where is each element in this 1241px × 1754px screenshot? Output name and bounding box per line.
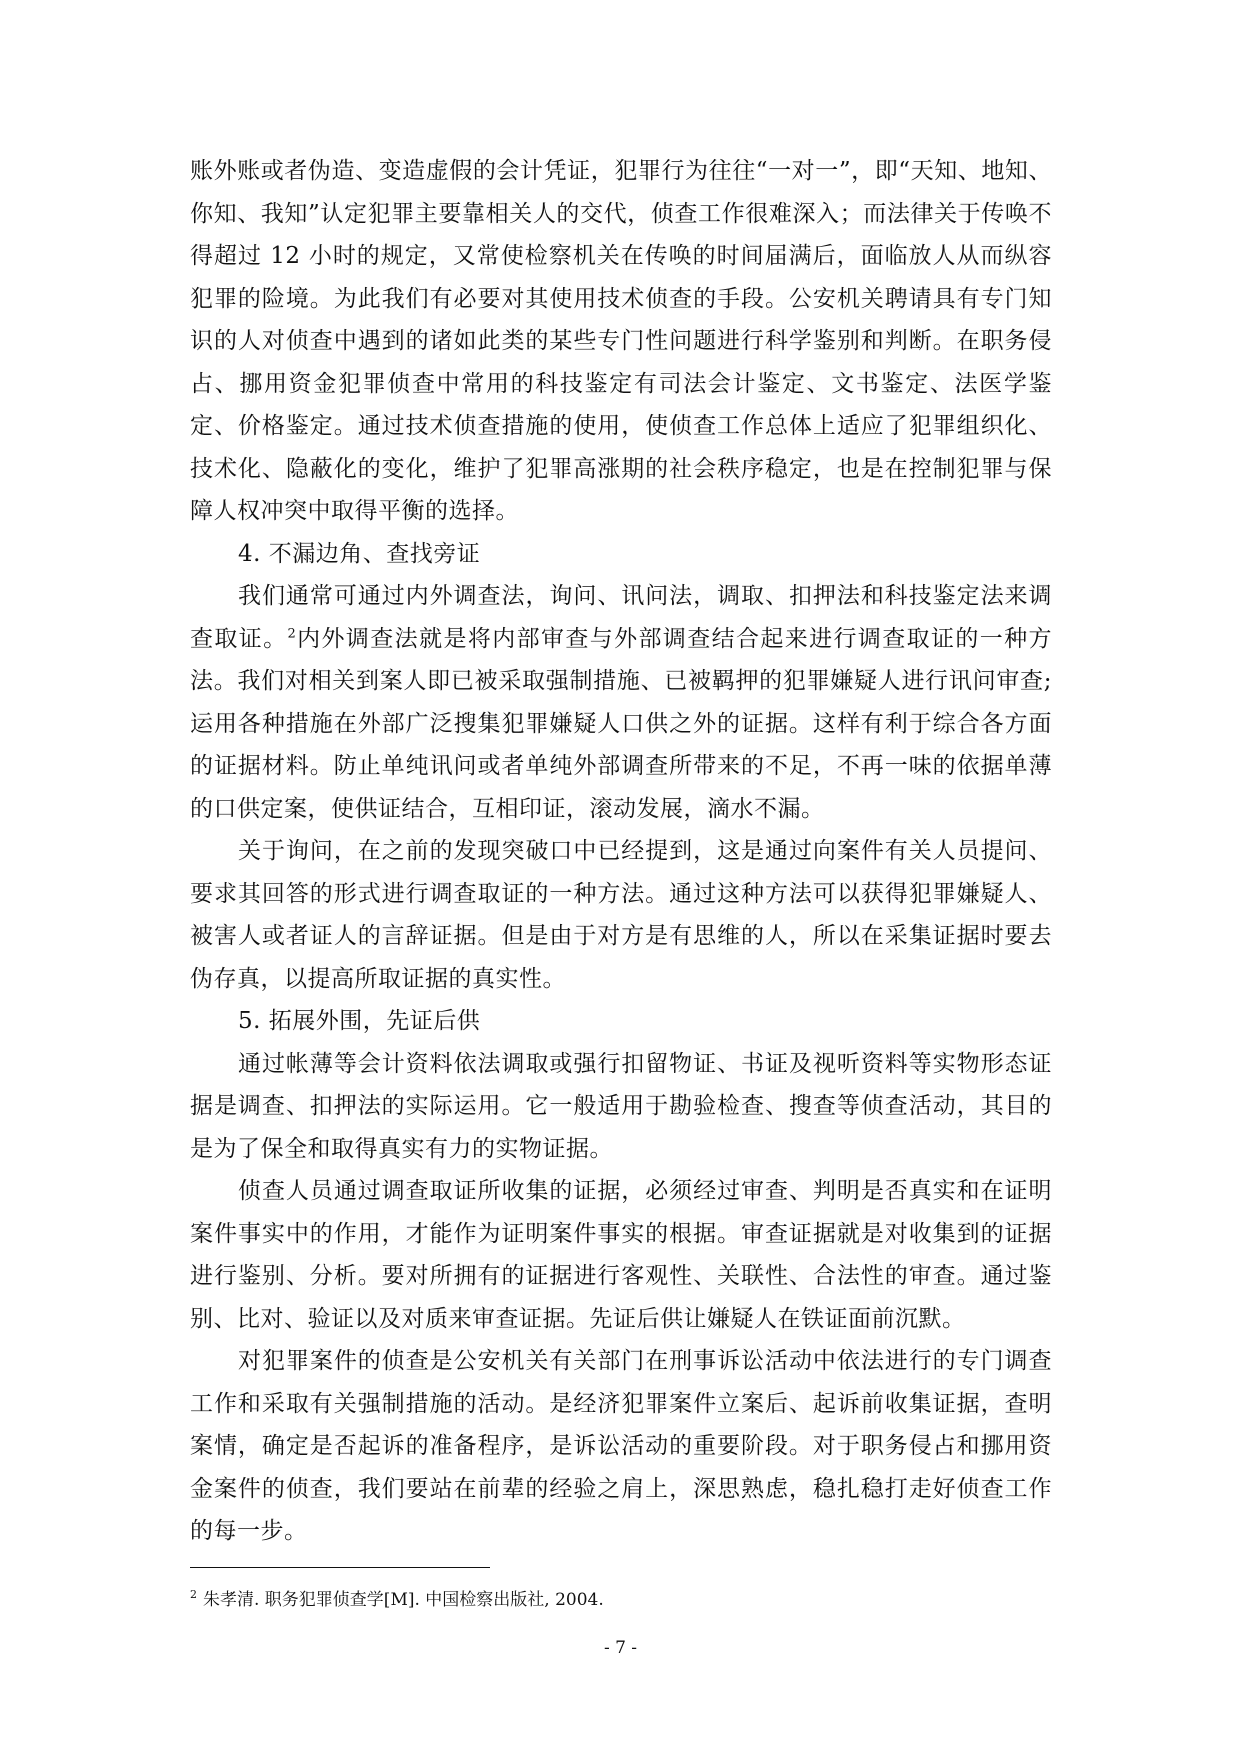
paragraph-evidence-review: 侦查人员通过调查取证所收集的证据，必须经过审查、判明是否真实和在证明案件事实中的作用，才能作为证明案件事实的根据。审查证据就是对收集到的证据进行鉴别、分析。要对所拥有的证据进行客观性、关联性、合法性的审查。通过鉴别、比对、验证以及对质来审查证据。先证后供让嫌疑人在铁证面前沉默。	[190, 1178, 1052, 1332]
paragraph-text-after-footnote: 内外调查法就是将内部审查与外部调查结合起来进行调查取证的一种方法。我们对相关到案人即已被采取强制措施、已被羁押的犯罪嫌疑人进行讯问审查; 运用各种措施在外部广泛搜集犯罪嫌疑人口供之外的证据。这样有利于综合各方面的证据材料。防止单纯讯问或者单纯外部调查所带来的不足，不再一味的依据单薄的口供定案，使供证结合，互相印证，滚动发展，滴水不漏。	[190, 625, 1053, 822]
footnote	[190, 1588, 1052, 1612]
section-heading-5: 5. 拓展外围，先证后供	[238, 1008, 481, 1034]
body-text	[190, 150, 1052, 1553]
footnote-divider	[190, 1567, 490, 1568]
footnote-marker: 2	[190, 1588, 197, 1602]
paragraph-investigation-methods	[190, 575, 1052, 830]
footnote-text: 朱孝清. 职务犯罪侦查学[M]. 中国检察出版社, 2004.	[203, 1590, 604, 1610]
paragraph-conclusion: 对犯罪案件的侦查是公安机关有关部门在刑事诉讼活动中依法进行的专门调查工作和采取有关强制措施的活动。是经济犯罪案件立案后、起诉前收集证据，查明案情，确定是否起诉的准备程序，是诉讼活动的重要阶段。对于职务侵占和挪用资金案件的侦查，我们要站在前辈的经验之肩上，深思熟虑，稳扎稳打走好侦查工作的每一步。	[190, 1348, 1052, 1544]
paragraph-continuation: 账外账或者伪造、变造虚假的会计凭证，犯罪行为往往“一对一”，即“天知、地知、你知、我知”认定犯罪主要靠相关人的交代，侦查工作很难深入；而法律关于传唤不得超过 12 小时的规定，又常使检察机关在传唤的时间届满后，面临放人从而纵容犯罪的险境。为此我们有必要对其使用技术侦查的手段。公安机关聘请具有专门知识的人对侦查中遇到的诸如此类的某些专门性问题进行科学鉴别和判断。在职务侵占、挪用资金犯罪侦查中常用的科技鉴定有司法会计鉴定、文书鉴定、法医学鉴定、价格鉴定。通过技术侦查措施的使用，使侦查工作总体上适应了犯罪组织化、技术化、隐蔽化的变化，维护了犯罪高涨期的社会秩序稳定，也是在控制犯罪与保障人权冲突中取得平衡的选择。	[190, 158, 1052, 524]
paragraph-text-before-footnote: 我们通常可通过内外调查法，询问、讯问法，调取、扣押法和科技鉴定法来调查取证。	[190, 583, 1052, 652]
page-number: - 7 -	[603, 1638, 638, 1658]
paragraph-inquiry: 关于询问，在之前的发现突破口中已经提到，这是通过向案件有关人员提问、要求其回答的形式进行调查取证的一种方法。通过这种方法可以获得犯罪嫌疑人、被害人或者证人的言辞证据。但是由于对方是有思维的人，所以在采集证据时要去伪存真，以提高所取证据的真实性。	[190, 838, 1052, 992]
section-heading-4: 4. 不漏边角、查找旁证	[238, 540, 481, 567]
footnote-reference[interactable]: 2	[287, 625, 297, 641]
paragraph-seizure: 通过帐薄等会计资料依法调取或强行扣留物证、书证及视听资料等实物形态证据是调查、扣押法的实际运用。它一般适用于勘验检查、搜查等侦查活动，其目的是为了保全和取得真实有力的实物证据。	[190, 1050, 1052, 1162]
